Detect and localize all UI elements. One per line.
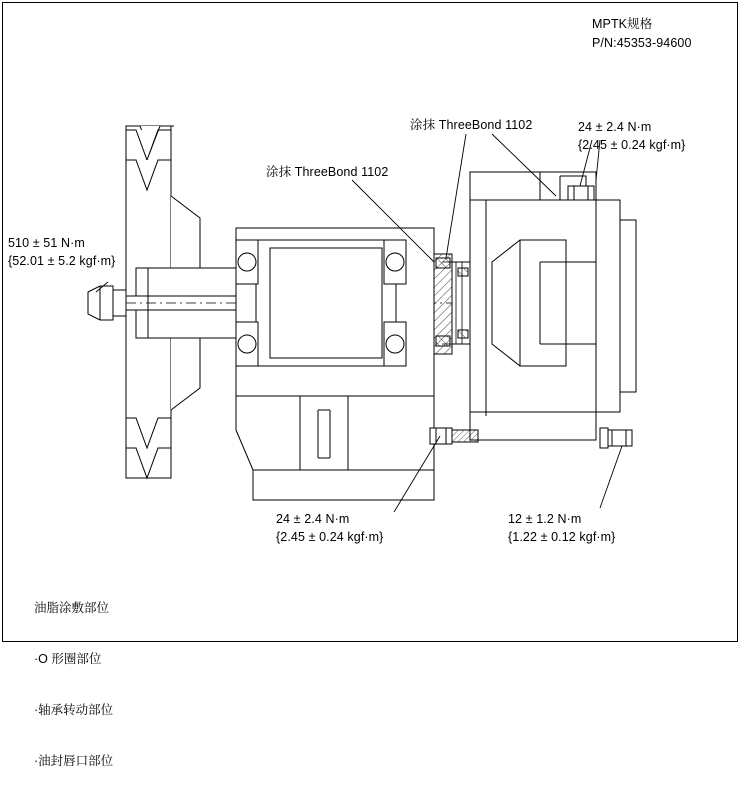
grease-note-item-1: ·轴承转动部位 <box>34 703 114 717</box>
torque-top-right-line2: {2.45 ± 0.24 kgf·m} <box>578 138 686 152</box>
sealant-callout-mid: 涂抹 ThreeBond 1102 <box>266 165 389 179</box>
sealant-area-right <box>458 268 468 276</box>
torque-top-right-line1: 24 ± 2.4 N·m <box>578 120 652 134</box>
part-number: P/N:45353-94600 <box>592 36 692 50</box>
torque-pulley-line2: {52.01 ± 5.2 kgf·m} <box>8 254 116 268</box>
spec-title: MPTK规格 <box>592 17 653 31</box>
bolt-bottom-right <box>600 428 632 448</box>
torque-bottom-right-line1: 12 ± 1.2 N·m <box>508 512 582 526</box>
shaft-nut <box>88 286 126 320</box>
torque-pulley-line1: 510 ± 51 N·m <box>8 236 85 250</box>
torque-bottom-left-line2: {2.45 ± 0.24 kgf·m} <box>276 530 384 544</box>
torque-bottom-left-line1: 24 ± 2.4 N·m <box>276 512 350 526</box>
sealant-callout-right: 涂抹 ThreeBond 1102 <box>410 118 533 132</box>
grease-note-item-2: ·油封唇口部位 <box>34 754 114 768</box>
bolt-top-right <box>568 186 594 200</box>
sealant-area-mid <box>436 258 450 268</box>
bolt-bottom-left <box>430 428 478 444</box>
grease-note-item-0: ·O 形圈部位 <box>34 652 102 666</box>
grease-notes-title: 油脂涂敷部位 <box>34 601 110 615</box>
rear-body <box>470 172 636 440</box>
torque-bottom-right-line2: {1.22 ± 0.12 kgf·m} <box>508 530 616 544</box>
grease-notes <box>34 566 113 804</box>
